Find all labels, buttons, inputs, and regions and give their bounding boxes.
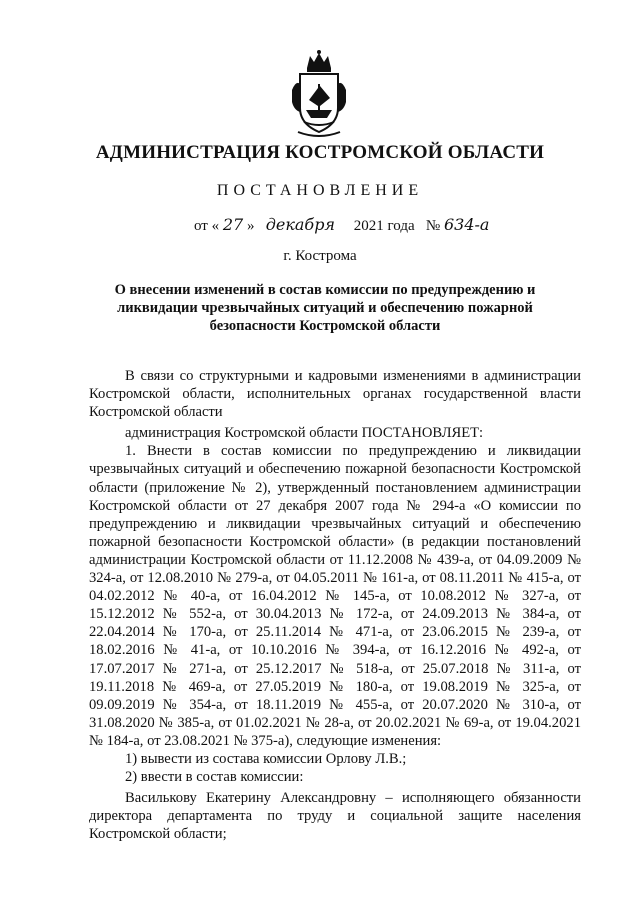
document-body — [89, 367, 581, 843]
date-number-line — [194, 215, 489, 235]
paragraph-resolves: администрация Костромской области ПОСТАНОВЛЯЕТ: — [125, 425, 484, 442]
date-mid: » — [246, 218, 255, 234]
paragraph-item-1: 1. Внести в состав комиссии по предупреждению и ликвидации чрезвычайных ситуаций и обеспечению пожарной безопасности Костромской области (приложение № 2), утвержденный постановлением администрации Костромской области от 27 декабря 2007 года № 294-а «О комиссии по предупреждению и ликвидации чрезвычайных ситуаций и обеспечению пожарной безопасности Костромской области» (в редакции постановлений администрации Костромской области от 11.12.2008 № 439-а, от 04.09.2009 № 324-а, от 12.08.2010 № 279-а, от 04.05.2011 № 161-а, от 08.11.2011 № 415-а, от 04.02.2012 № 40-а, от 16.04.2012 № 145-а, от 10.08.2012 № 327-а, от 15.12.2012 № 552-а, от 30.04.2013 № 172-а, от 24.09.2013 № 384-а, от 22.04.2014 № 170-а, от 25.11.2014 № 471-а, от 23.06.2015 № 239-а, от 18.02.2016 № 41-а, от 10.10.2016 № 394-а, от 16.12.2016 № 492-а, от 17.07.2017 № 271-а, от 25.12.2017 № 518-а, от 25.07.2018 № 311-а, от 19.11.2018 № 469-а, от 27.05.2019 № 180-а, от 19.08.2019 № 325-а, от 09.09.2019 № 354-а, от 18.11.2019 № 455-а, от 20.07.2020 № 310-а, от 31.08.2020 № 385-а, от 01.02.2021 № 28-а, от 20.02.2021 № 69-а, от 19.04.2021 № 184-а, от 23.08.2021 № 375-а), следующие изменения: — [89, 443, 581, 749]
document-subject: О внесении изменений в состав комиссии по предупреждению и ликвидации чрезвычайных ситуаций и обеспечению пожарной безопасности Костромской области — [114, 282, 536, 334]
paragraph-preamble: В связи со структурными и кадровыми изменениями в администрации Костромской области, исполнительных органах государственной власти Костромской области — [89, 368, 581, 421]
date-year: 2021 года — [353, 218, 415, 234]
document-type: ПОСТАНОВЛЕНИЕ — [216, 182, 424, 199]
paragraph-member: Василькову Екатерину Александровну – исполняющего обязанности директора департамента по труду и социальной защите населения Костромской области; — [89, 790, 581, 843]
document-number: 634-а — [443, 215, 490, 234]
paragraph-subitem-2: 2) ввести в состав комиссии: — [125, 769, 304, 786]
organization-title: АДМИНИСТРАЦИЯ КОСТРОМСКОЙ ОБЛАСТИ — [95, 142, 545, 163]
number-prefix: № — [425, 218, 441, 234]
date-day: 27 — [222, 215, 244, 234]
date-month: декабря — [265, 215, 336, 234]
city: г. Кострома — [283, 248, 357, 264]
date-prefix: от « — [194, 218, 220, 234]
paragraph-subitem-1: 1) вывести из состава комиссии Орлову Л.В.; — [125, 750, 407, 767]
coat-of-arms-icon — [290, 50, 348, 140]
